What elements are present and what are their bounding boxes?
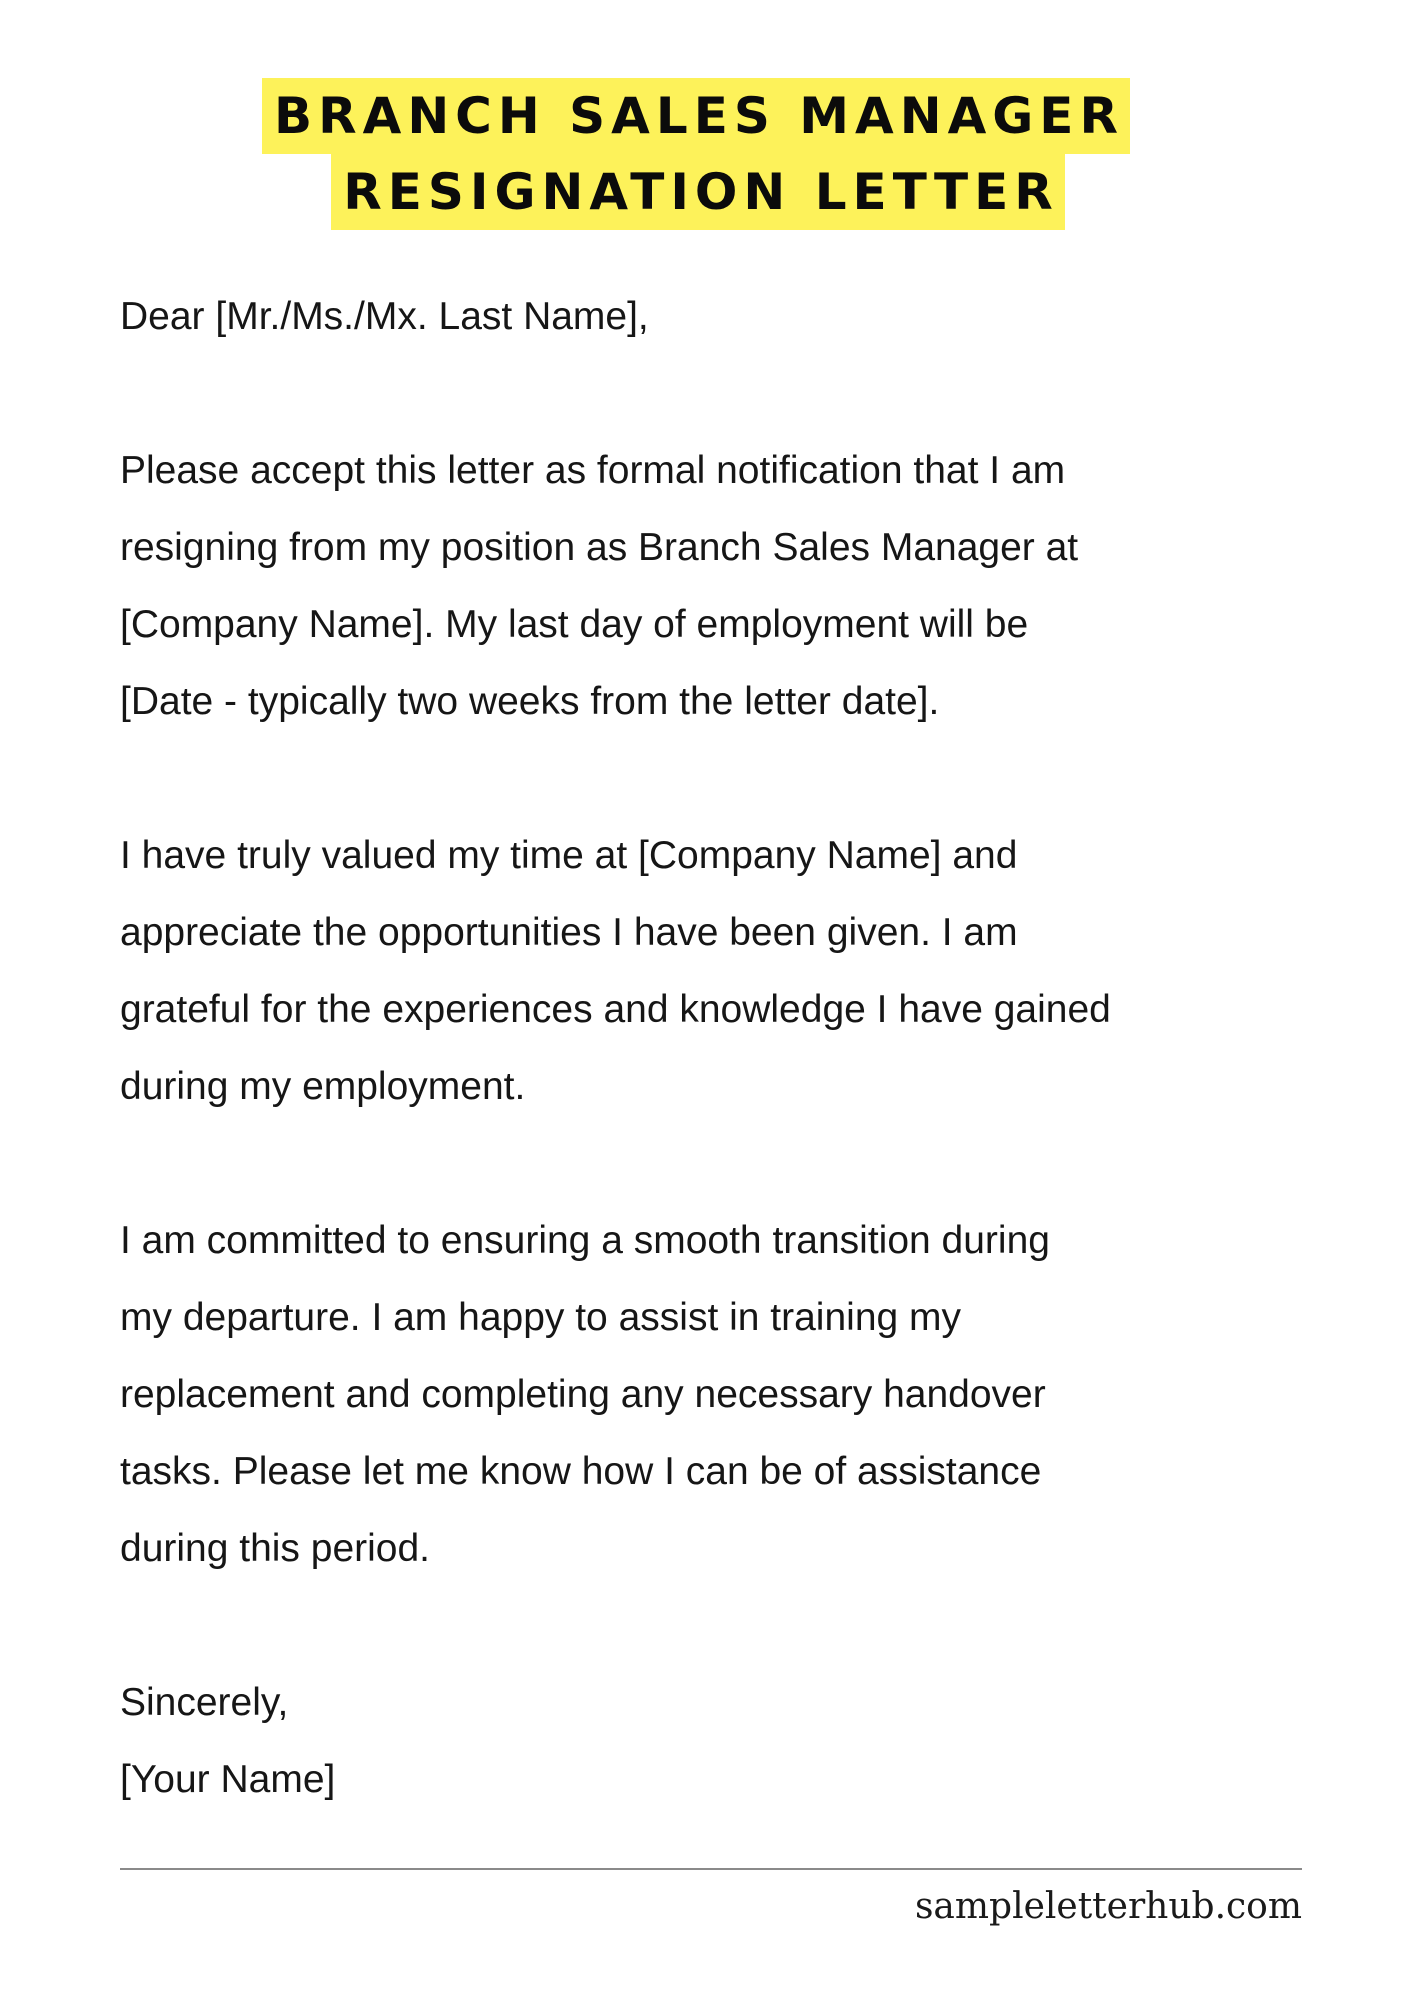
title-highlight-1: BRANCH SALES MANAGER — [262, 78, 1130, 154]
paragraph-line: I am committed to ensuring a smooth transition during — [120, 1219, 1050, 1262]
paragraph-line: [Date - typically two weeks from the letter date]. — [120, 680, 940, 723]
closing: Sincerely, — [120, 1681, 289, 1724]
paragraph-line: [Company Name]. My last day of employment will be — [120, 603, 1029, 646]
paragraph-line: replacement and completing any necessary handover — [120, 1373, 1046, 1416]
paragraph-line: my departure. I am happy to assist in training my — [120, 1296, 962, 1339]
title-line-1 — [0, 78, 1414, 154]
paragraph-line: Please accept this letter as formal notification that I am — [120, 449, 1066, 492]
salutation: Dear [Mr./Ms./Mx. Last Name], — [120, 295, 649, 338]
paragraph-line: appreciate the opportunities I have been given. I am — [120, 911, 1018, 954]
paragraph-gap — [120, 740, 1360, 817]
letter-body — [120, 278, 1360, 1818]
signature: [Your Name] — [120, 1758, 336, 1801]
footer-website: sampleletterhub.com — [914, 1886, 1302, 1927]
paragraph-line: resigning from my position as Branch Sales Manager at — [120, 526, 1079, 569]
paragraph-gap — [120, 1125, 1360, 1202]
paragraph-notification — [120, 432, 1360, 740]
paragraph-line: during this period. — [120, 1527, 431, 1570]
paragraph-line: during my employment. — [120, 1065, 526, 1108]
paragraph-gap — [120, 1587, 1360, 1664]
title-line-2 — [0, 154, 1414, 230]
paragraph-gap — [120, 355, 1360, 432]
paragraph-line: tasks. Please let me know how I can be of assistance — [120, 1450, 1042, 1493]
title-highlight-2: RESIGNATION LETTER — [331, 154, 1064, 230]
paragraph-line: I have truly valued my time at [Company Name] and — [120, 834, 1018, 877]
footer-divider — [120, 1868, 1302, 1870]
paragraph-line: grateful for the experiences and knowledge I have gained — [120, 988, 1111, 1031]
paragraph-appreciation — [120, 817, 1360, 1125]
page-title — [0, 78, 1414, 230]
paragraph-transition — [120, 1202, 1360, 1587]
